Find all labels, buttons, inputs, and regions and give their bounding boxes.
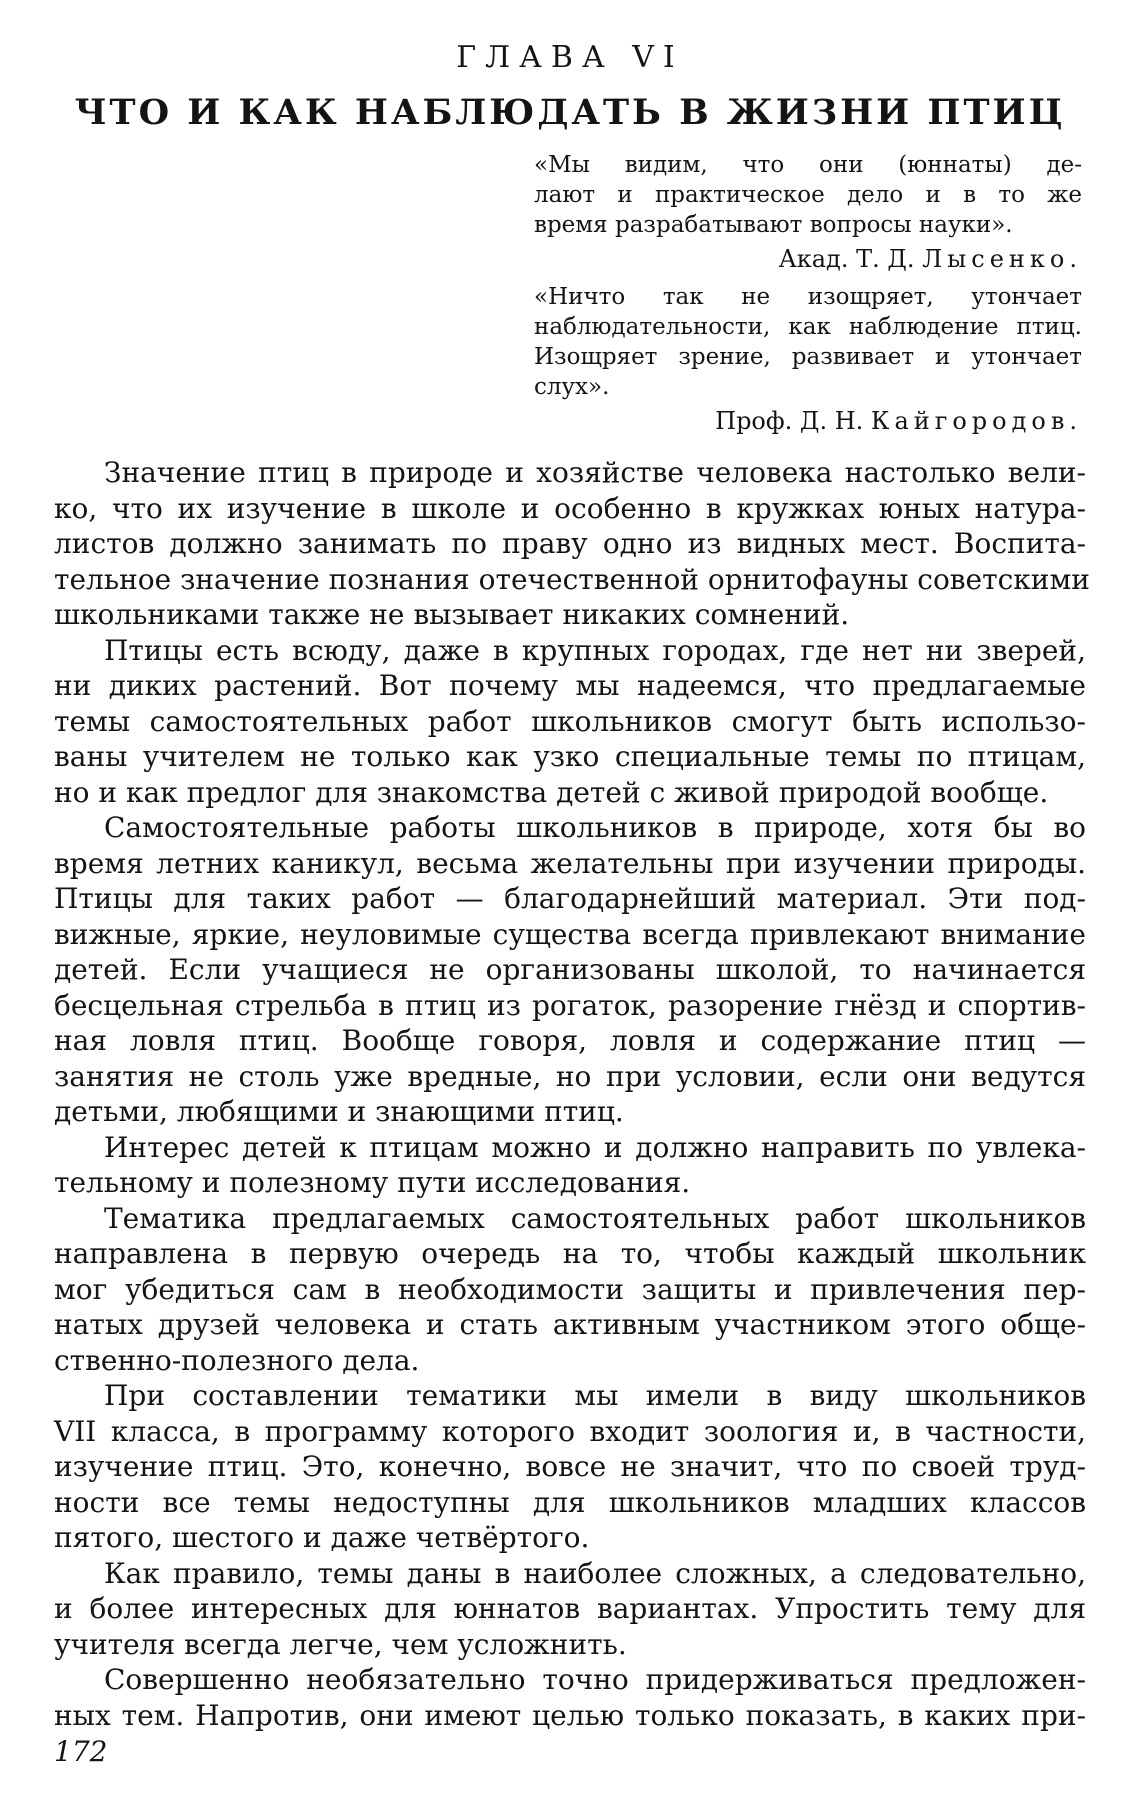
text-line: ная ловля птиц. Вообще говоря, ловля и содержание птиц — [54,1024,1086,1057]
body-text [54,455,1090,1733]
text-line: детей. Если учащиеся не организованы школой, то начинается [54,953,1086,986]
chapter-title: ЧТО И КАК НАБЛЮДАТЬ В ЖИЗНИ ПТИЦ [74,92,1066,133]
page-number: 172 [54,1735,108,1768]
text-line: VII класса, в программу которого входит зоология и, в частности, [54,1414,1086,1448]
paragraph [54,455,1090,633]
text-line: Как правило, темы даны в наиболее сложных, а следовательно, [104,1556,1086,1590]
text-line: Интерес детей к птицам можно и должно направить по увлека- [104,1130,1086,1164]
text-line: и более интересных для юннатов вариантах. Упростить тему для [54,1592,1086,1625]
text-line: пятого, шестого и даже четвёртого. [54,1521,590,1554]
text-line: Тематика предлагаемых самостоятельных работ школьников [104,1201,1086,1235]
text-line: детьми, любящими и знающими птиц. [54,1095,624,1128]
text-line: но и как предлог для знакомства детей с живой природой вообще. [54,775,1049,809]
epigraph-attribution [534,240,1082,276]
text-line: Птицы для таких работ — благодарнейший материал. Эти под- [54,882,1086,915]
text-line: тельному и полезному пути исследования. [54,1166,691,1199]
attribution-name: Лысенко. [922,245,1082,273]
epigraph-line: наблюдательности, как наблюдение птиц. [534,314,1082,340]
epigraph-attribution [534,402,1082,438]
text-line: школьниками также не вызывает никаких сомнений. [54,598,850,631]
text-line: тельное значение познания отечественной орнитофауны советскими [54,562,1090,596]
text-line: Совершенно необязательно точно придерживаться предложен- [104,1663,1086,1696]
chapter-label: ГЛАВА VI [456,40,684,75]
text-line: бесцельная стрельба в птиц из рогаток, разорение гнёзд и спортив- [54,988,1086,1022]
epigraph-line: Изощряет зрение, развивает и утончает [534,344,1082,370]
text-line: ных тем. Напротив, они имеют целью только показать, в каких при- [54,1698,1086,1732]
paragraph [54,1130,1086,1201]
paragraph [54,1556,1086,1663]
epigraph-line: лают и практическое дело и в то же [534,182,1082,208]
text-line: ни диких растений. Вот почему мы надеемся, что предлагаемые [54,669,1086,702]
text-line: направлена в первую очередь на то, чтобы каждый школьник [54,1237,1086,1270]
epigraph-kaygorodov [534,282,1082,438]
paragraph [54,1662,1086,1733]
text-line: Самостоятельные работы школьников в природе, хотя бы во [104,811,1086,844]
text-line: ности все темы недоступны для школьников младших классов [54,1485,1086,1519]
text-line: темы самостоятельных работ школьников смогут быть использо- [54,704,1086,738]
paragraph [54,1378,1086,1556]
text-line: учителя всегда легче, чем усложнить. [54,1627,627,1661]
text-line: Птицы есть всюду, даже в крупных городах, где нет ни зверей, [104,633,1086,667]
text-line: Значение птиц в природе и хозяйстве человека настолько вели- [104,456,1086,489]
epigraph-lysenko [534,150,1082,276]
epigraph-line: «Ничто так не изощряет, утончает [534,284,1082,310]
epigraph-line: время разрабатывают вопросы науки». [534,212,1013,238]
attribution-title: Акад. Т. Д. [778,245,915,273]
attribution-name: Кайгородов. [870,407,1082,435]
epigraph-line: «Мы видим, что они (юннаты) де- [534,152,1082,178]
text-line: изучение птиц. Это, конечно, вовсе не значит, что по своей труд- [54,1450,1086,1483]
text-line: натых друзей человека и стать активным участником этого обще- [54,1308,1086,1341]
text-line: вижные, яркие, неуловимые существа всегда привлекают внимание [54,917,1086,951]
epigraph-line: слух». [534,374,610,400]
paragraph [54,810,1086,1130]
attribution-title: Проф. Д. Н. [715,407,864,435]
text-line: занятия не столь уже вредные, но при условии, если они ведутся [54,1059,1086,1093]
text-line: листов должно занимать по праву одно из видных мест. Воспита- [54,527,1086,560]
text-line: ваны учителем не только как узко специальные темы по птицам, [54,740,1086,773]
text-line: мог убедиться сам в необходимости защиты и привлечения пер- [54,1272,1086,1306]
text-line: ко, что их изучение в школе и особенно в кружках юных натура- [54,491,1086,525]
text-line: время летних каникул, весьма желательны при изучении природы. [54,846,1086,880]
paragraph [54,1201,1086,1379]
paragraph [54,633,1086,811]
text-line: ственно-полезного дела. [54,1343,420,1377]
text-line: При составлении тематики мы имели в виду школьников [104,1379,1086,1412]
